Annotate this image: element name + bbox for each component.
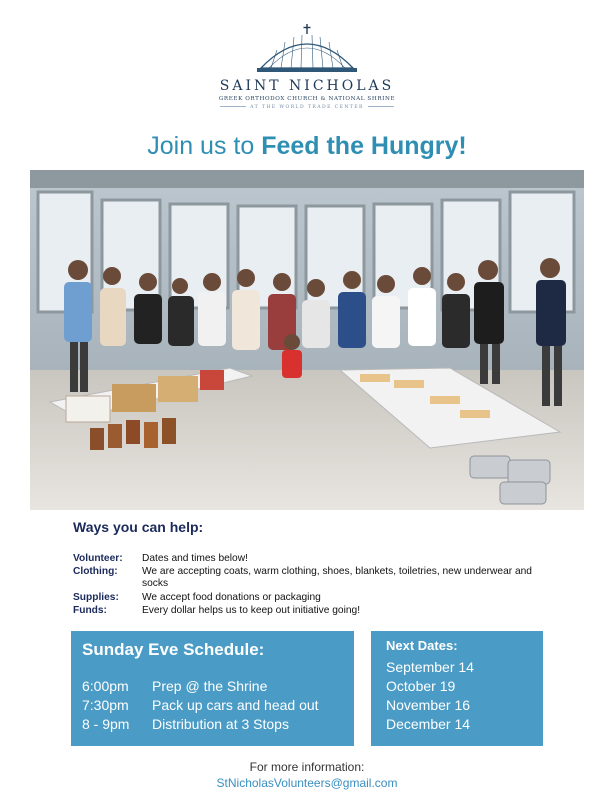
headline — [0, 132, 614, 161]
dome-icon — [247, 22, 367, 76]
schedule-row — [82, 677, 267, 695]
schedule-activity: Prep @ the Shrine — [152, 678, 268, 694]
contact-email-link[interactable]: StNicholasVolunteers@gmail.com — [216, 776, 398, 790]
help-item-clothing — [73, 566, 543, 590]
help-label: Supplies: — [73, 592, 119, 603]
ways-title: Ways you can help: — [73, 519, 204, 535]
next-date: October 19 — [386, 678, 456, 694]
next-date: November 16 — [386, 697, 471, 713]
headline-prefix: Join us to — [147, 132, 262, 160]
more-info-label: For more information: — [249, 760, 365, 774]
next-date: September 14 — [386, 659, 474, 675]
logo-name: SAINT NICHOLAS — [219, 78, 395, 94]
help-label: Funds: — [73, 605, 107, 616]
help-text: Every dollar helps us to keep out initiative going! — [142, 605, 361, 616]
schedule-time: 7:30pm — [82, 697, 129, 713]
help-text: We accept food donations or packaging — [142, 592, 321, 603]
volunteer-group-photo — [30, 170, 584, 510]
next-dates-box — [371, 631, 543, 746]
schedule-activity: Distribution at 3 Stops — [152, 716, 289, 732]
church-logo — [207, 22, 407, 122]
schedule-row — [82, 696, 319, 714]
logo-location: AT THE WORLD TRADE CENTER — [250, 105, 364, 110]
help-text: Dates and times below! — [142, 553, 248, 564]
logo-subtitle: GREEK ORTHODOX CHURCH & NATIONAL SHRINE — [218, 96, 396, 102]
next-dates-title: Next Dates: — [386, 638, 458, 653]
next-date: December 14 — [386, 716, 471, 732]
help-label: Volunteer: — [73, 553, 123, 564]
help-text: We are accepting coats, warm clothing, shoes, blankets, toiletries, new underwear and socks — [142, 566, 532, 589]
help-label: Clothing: — [73, 566, 118, 577]
schedule-time: 6:00pm — [82, 678, 129, 694]
help-item-funds — [73, 605, 543, 617]
help-item-volunteer — [73, 553, 543, 565]
help-item-supplies — [73, 592, 543, 604]
schedule-box — [71, 631, 354, 746]
schedule-time: 8 - 9pm — [82, 716, 130, 732]
schedule-activity: Pack up cars and head out — [152, 697, 319, 713]
schedule-row — [82, 715, 289, 733]
schedule-title: Sunday Eve Schedule: — [82, 640, 265, 659]
headline-emphasis: Feed the Hungry! — [261, 132, 467, 160]
logo-location-line — [207, 105, 407, 110]
